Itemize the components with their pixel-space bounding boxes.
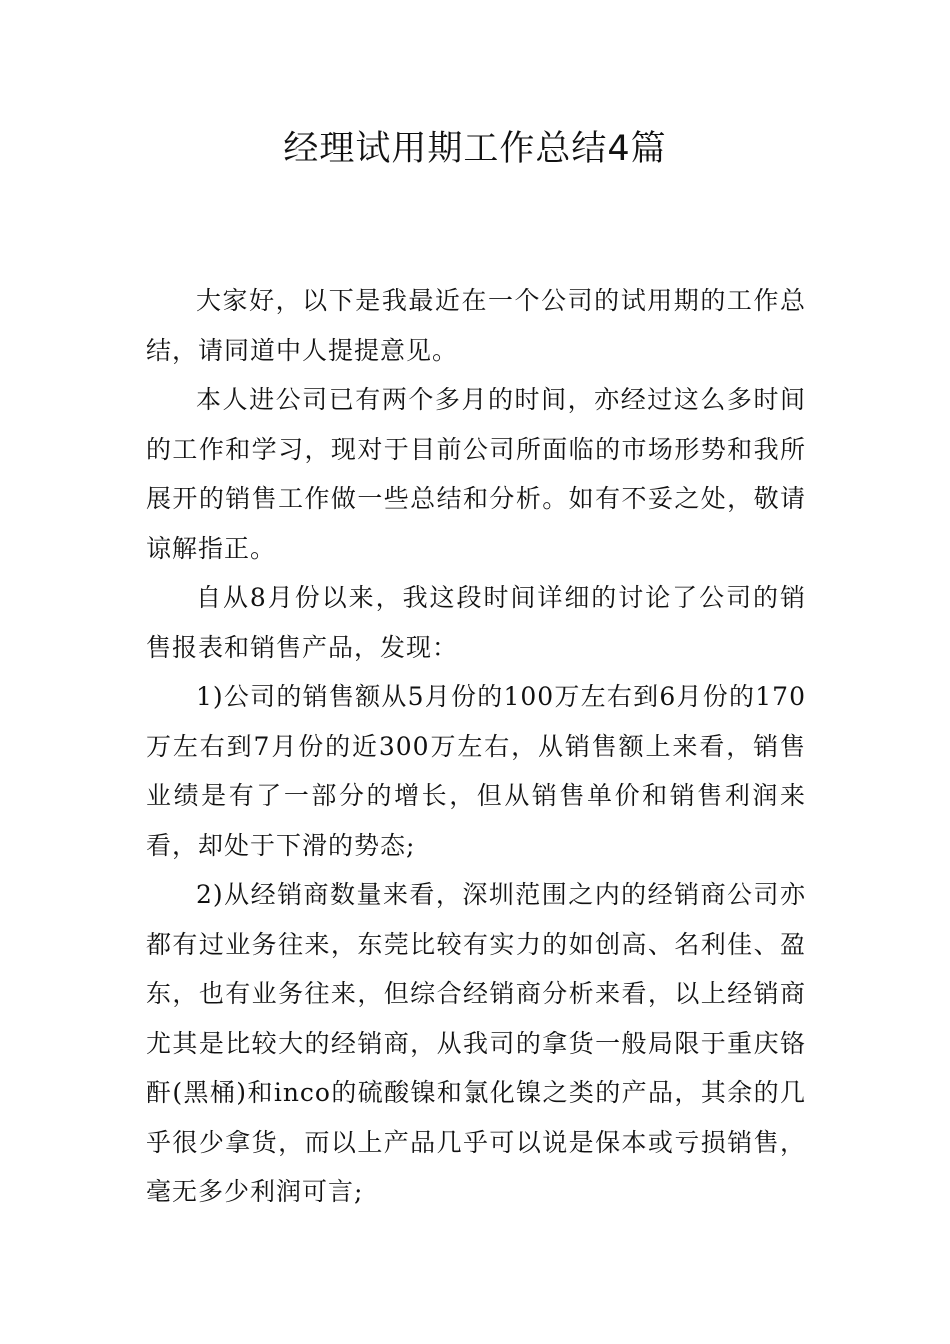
document-title: 经理试用期工作总结4篇 xyxy=(283,129,667,169)
paragraph-findings-intro: 自从8月份以来，我这段时间详细的讨论了公司的销售报表和销售产品，发现： xyxy=(146,583,806,662)
paragraph-greeting: 大家好，以下是我最近在一个公司的试用期的工作总结，请同道中人提提意见。 xyxy=(146,286,806,365)
document-body xyxy=(146,276,806,1217)
paragraph-finding-1: 1)公司的销售额从5月份的100万左右到6月份的170万左右到7月份的近300万左右，从销售额上来看，销售业绩是有了一部分的增长，但从销售单价和销售利润来看，却处于下滑的势态; xyxy=(146,682,806,860)
paragraph-finding-2: 2)从经销商数量来看，深圳范围之内的经销商公司亦都有过业务往来，东莞比较有实力的如创高、名利佳、盈东，也有业务往来，但综合经销商分析来看，以上经销商尤其是比较大的经销商，从我司的拿货一般局限于重庆铬酐(黑桶)和inco的硫酸镍和氯化镍之类的产品，其余的几乎很少拿货，而以上产品几乎可以说是保本或亏损销售，毫无多少利润可言; xyxy=(146,880,806,1206)
paragraph-introduction: 本人进公司已有两个多月的时间，亦经过这么多时间的工作和学习，现对于目前公司所面临的市场形势和我所展开的销售工作做一些总结和分析。如有不妥之处，敬请谅解指正。 xyxy=(146,385,806,563)
